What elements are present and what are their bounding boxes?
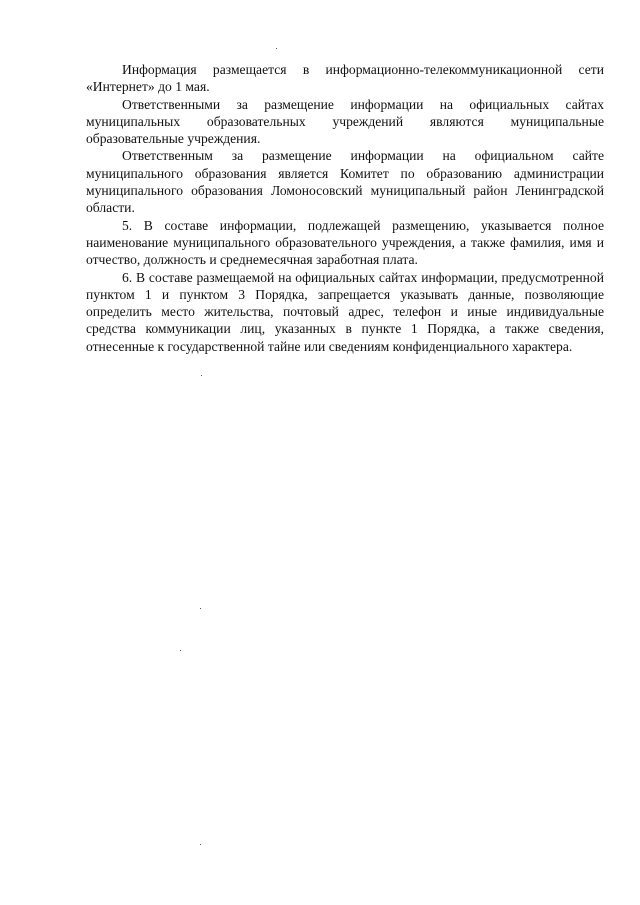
scan-speck [276,48,277,49]
paragraph-responsible-institutions: Ответственными за размещение информации на официальных сайтах муниципальных образовательных учреждений являются муниципальные образовательные учреждения. [86,96,604,147]
scan-speck [200,844,201,845]
paragraph-item-5: 5. В составе информации, подлежащей размещению, указывается полное наименование муниципального образовательного учреждения, а также фамилия, имя и отчество, должность и среднемесячная заработная плата. [86,217,604,268]
document-body [86,61,604,355]
paragraph-publication-deadline: Информация размещается в информационно-телекоммуникационной сети «Интернет» до 1 мая. [86,62,604,95]
scan-speck [180,650,181,651]
paragraph-item-6: 6. В составе размещаемой на официальных сайтах информации, предусмотренной пунктом 1 и пунктом 3 Порядка, запрещается указывать данные, позволяющие определить место жительства, почтовый адрес, телефон и иные индивидуальные средства коммуникации лиц, указанных в пункте 1 Порядка, а также сведения, отнесенные к государственной тайне или сведениям конфиденциального характера. [86,269,604,354]
paragraph-responsible-committee: Ответственным за размещение информации на официальном сайте муниципального образования является Комитет по образованию администрации муниципального образования Ломоносовский муниципальный район Ленинградской области. [86,148,604,216]
scan-speck [200,608,201,609]
scan-speck [201,375,202,376]
